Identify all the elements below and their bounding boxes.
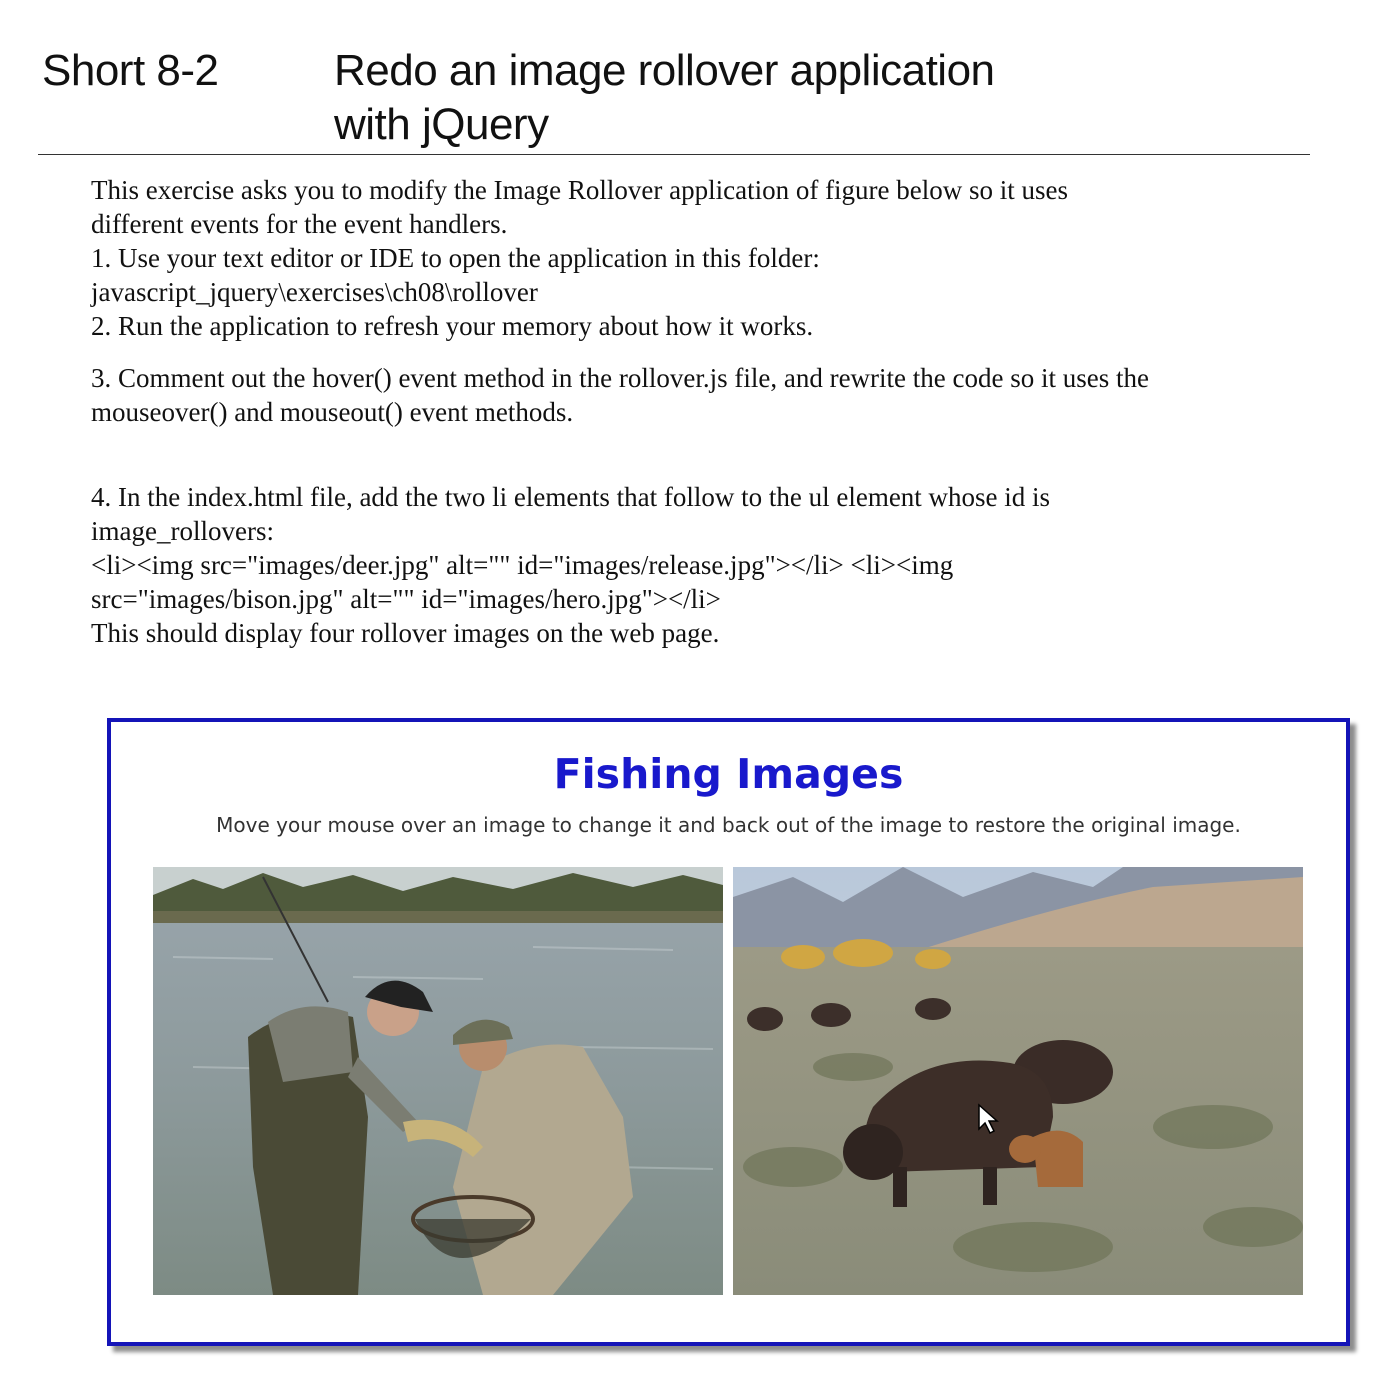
rollover-app-screenshot — [107, 718, 1350, 1346]
bison-photo — [733, 867, 1303, 1295]
instructions-block-3 — [91, 480, 1151, 650]
rollover-image-fishing[interactable] — [153, 867, 723, 1295]
result-note: This should display four rollover images on the web page. — [91, 618, 720, 648]
step-1-text: 1. Use your text editor or IDE to open the application in this folder: — [91, 243, 820, 273]
exercise-number: Short 8-2 — [42, 46, 219, 95]
step-4-text: 4. In the index.html file, add the two li elements that follow to the ul element whose id is image_rollovers: — [91, 482, 1051, 546]
instructions-block-1 — [91, 173, 1151, 343]
fig-page-title: Fishing Images — [553, 750, 904, 798]
folder-path: javascript_jquery\exercises\ch08\rollover — [91, 277, 538, 307]
exercise-title-line-2: with jQuery — [334, 100, 549, 149]
step-2-text: 2. Run the application to refresh your memory about how it works. — [91, 311, 814, 341]
exercise-title-line-1: Redo an image rollover application — [334, 46, 995, 95]
fishing-photo — [153, 867, 723, 1295]
fig-instructions: Move your mouse over an image to change it and back out of the image to restore the original image. — [216, 813, 1241, 837]
heading-divider — [38, 154, 1310, 155]
rollover-image-bison[interactable] — [733, 867, 1303, 1295]
instructions-block-2 — [91, 361, 1151, 429]
exercise-title — [334, 44, 1234, 152]
li-code-snippet: <li><img src="images/deer.jpg" alt="" id="images/release.jpg"></li> <li><img src="images/bison.jpg" alt="" id="images/hero.jpg"></li> — [91, 550, 954, 614]
intro-paragraph: This exercise asks you to modify the Image Rollover application of figure below so it uses different events for the event handlers. — [91, 175, 1069, 239]
step-3-text: 3. Comment out the hover() event method in the rollover.js file, and rewrite the code so it uses the mouseover() and mouseout() event methods. — [91, 363, 1149, 427]
